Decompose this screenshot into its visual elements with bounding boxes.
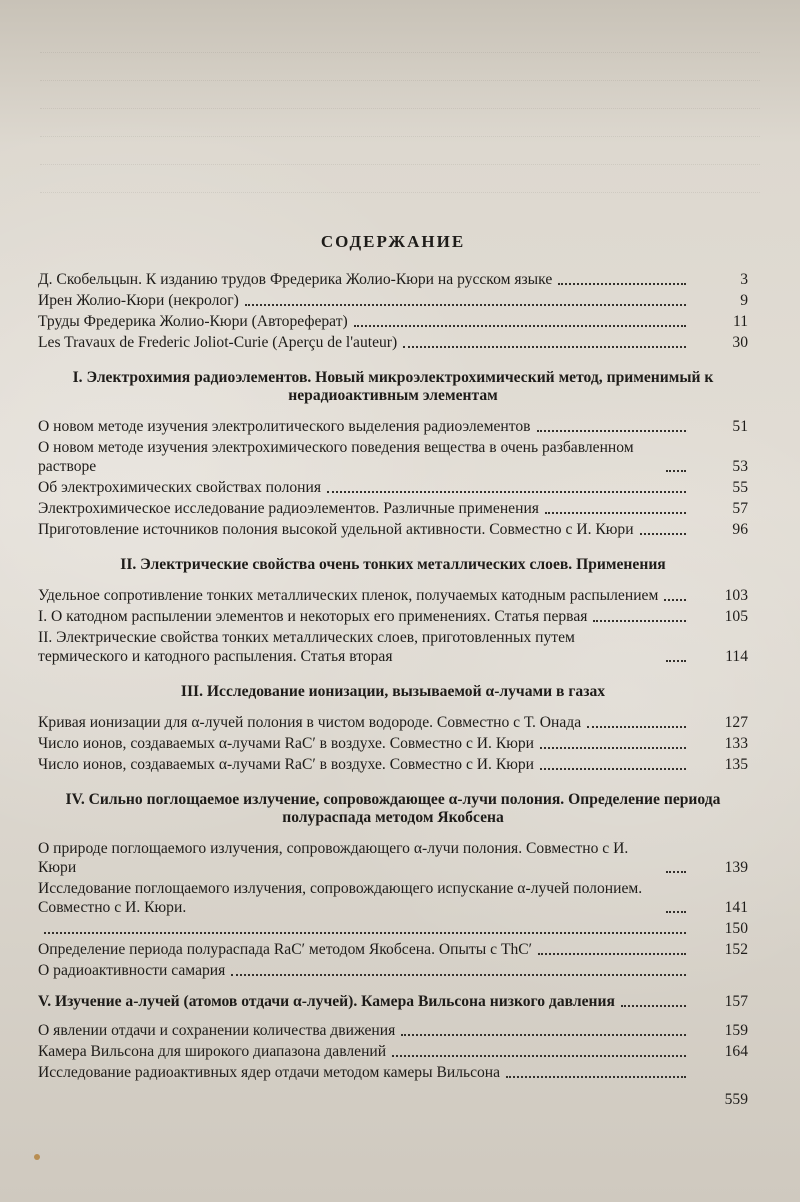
contents-entry	[38, 607, 748, 626]
dot-leader	[538, 953, 686, 955]
contents-entry	[38, 713, 748, 732]
footer-page-row	[38, 1090, 748, 1109]
entry-page: 127	[724, 714, 748, 731]
dot-leader	[231, 974, 686, 976]
ghost-text-line	[40, 150, 760, 165]
section-title-1: I. Электрохимия радиоэлементов. Новый микроэлектрохимический метод, применимый к нерадиоактивным элементам	[72, 369, 714, 404]
entry-title: Удельное сопротивление тонких металлических пленок, получаемых катодным распылением	[38, 587, 659, 604]
entry-title: Приготовление источников полония высокой удельной активности. Совместно с И. Кюри	[38, 521, 634, 538]
entry-title: О природе поглощаемого излучения, сопровождающего α-лучи полония. Совместно с И. Кюри	[38, 840, 633, 876]
contents-entry	[38, 1042, 748, 1061]
dot-leader	[666, 871, 686, 873]
entry-page: 152	[724, 941, 748, 958]
dot-leader	[44, 932, 686, 934]
section-title-2: II. Электрические свойства очень тонких металлических слоев. Применения	[120, 556, 666, 573]
entry-title: Исследование радиоактивных ядер отдачи методом камеры Вильсона	[38, 1064, 501, 1081]
entry-page: 9	[740, 292, 748, 309]
contents-entry	[38, 586, 748, 605]
dot-leader	[587, 726, 686, 728]
dot-leader	[666, 470, 686, 472]
entry-page: 103	[724, 587, 748, 604]
contents-heading: СОДЕРЖАНИЕ	[320, 232, 466, 251]
dot-leader	[401, 1034, 686, 1036]
entry-title: Электрохимическое исследование радиоэлементов. Различные применения	[38, 500, 539, 517]
entry-title: Труды Фредерика Жолио-Кюри (Автореферат)	[38, 313, 348, 330]
entry-page: 135	[724, 756, 748, 773]
entry-page: 105	[724, 608, 748, 625]
dot-leader	[666, 911, 686, 913]
section-5	[38, 1021, 748, 1082]
dot-leader	[540, 768, 686, 770]
entry-page: 139	[724, 859, 748, 876]
section-1	[38, 417, 748, 539]
entry-title: Об электрохимических свойствах полония	[38, 479, 322, 496]
dot-leader	[327, 491, 686, 493]
entry-title: О явлении отдачи и сохранении количества движения	[38, 1022, 396, 1039]
section-3	[38, 713, 748, 774]
contents-entry	[38, 520, 748, 539]
table-of-contents	[38, 232, 748, 1111]
section-title-5: V. Изучение a-лучей (атомов отдачи α-лучей). Камера Вильсона низкого давления	[38, 993, 615, 1010]
contents-entry	[38, 1021, 748, 1040]
dot-leader	[537, 430, 686, 432]
contents-entry	[38, 755, 748, 774]
entry-title: О радиоактивности самария	[38, 962, 226, 979]
entry-page: 114	[725, 648, 748, 665]
section-title-4: IV. Сильно поглощаемое излучение, сопровождающее α-лучи полония. Определение периода полураспада методом Якобсена	[65, 791, 721, 826]
entry-title: Les Travaux de Frederic Joliot-Curie (Aperçu de l'auteur)	[38, 334, 398, 351]
contents-entry	[38, 417, 748, 436]
front-matter-item	[38, 312, 748, 331]
entry-title: Д. Скобельцын. К изданию трудов Фредерика Жолио-Кюри на русском языке	[38, 271, 553, 288]
ghost-text-line	[40, 122, 760, 137]
entry-page: 30	[732, 334, 748, 351]
contents-entry	[38, 940, 748, 959]
dot-leader	[664, 599, 686, 601]
section-2	[38, 586, 748, 666]
dot-leader	[593, 620, 686, 622]
entry-page: 164	[724, 1043, 748, 1060]
dot-leader	[621, 1005, 686, 1007]
entry-title: II. Электрические свойства тонких металлических слоев, приготовленных путем термического и катодного распыления. Статья вторая	[38, 629, 579, 665]
entry-page: 53	[732, 458, 748, 475]
entry-title: Исследование поглощаемого излучения, сопровождающего испускание α-лучей полонием. Совместно с И. Кюри.	[38, 880, 647, 916]
dot-leader	[545, 512, 686, 514]
ghost-text-line	[40, 178, 760, 193]
entry-page: 141	[724, 899, 748, 916]
contents-entry	[38, 839, 748, 877]
contents-entry	[38, 879, 748, 917]
entry-page: 133	[724, 735, 748, 752]
dot-leader	[403, 346, 686, 348]
entry-title: Камера Вильсона для широкого диапазона давлений	[38, 1043, 387, 1060]
entry-title: Ирен Жолио-Кюри (некролог)	[38, 292, 239, 309]
contents-entry	[38, 1063, 748, 1082]
contents-entry	[38, 438, 748, 476]
entry-title: Число ионов, создаваемых α-лучами RaC′ в воздухе. Совместно с И. Кюри	[38, 735, 535, 752]
entry-page: 55	[732, 479, 748, 496]
entry-page: 11	[732, 313, 748, 330]
entry-page: 150	[724, 920, 748, 937]
ghost-text-line	[40, 38, 760, 53]
dot-leader	[506, 1076, 686, 1078]
dot-leader	[666, 660, 686, 662]
front-matter-item	[38, 270, 748, 289]
entry-title: Определение периода полураспада RaC′ методом Якобсена. Опыты с ThC′	[38, 941, 533, 958]
front-matter-item	[38, 291, 748, 310]
dot-leader	[540, 747, 686, 749]
entry-title: I. О катодном распылении элементов и некоторых его применениях. Статья первая	[38, 608, 588, 625]
front-matter-item	[38, 333, 748, 352]
front-matter	[38, 270, 748, 352]
dot-leader	[558, 283, 686, 285]
section-4	[38, 839, 748, 980]
entry-title: О новом методе изучения электрохимического поведения вещества в очень разбавленном растворе	[38, 439, 638, 475]
contents-entry	[38, 734, 748, 753]
dot-leader	[640, 533, 686, 535]
contents-entry	[38, 961, 748, 980]
entry-page: 3	[740, 271, 748, 288]
footer-page-number: 559	[724, 1091, 748, 1108]
entry-title: Число ионов, создаваемых α-лучами RaC′ в воздухе. Совместно с И. Кюри	[38, 756, 535, 773]
dot-leader	[354, 325, 686, 327]
section-page: 157	[724, 993, 748, 1010]
contents-entry	[38, 628, 748, 666]
ghost-text-line	[40, 94, 760, 109]
contents-entry	[38, 919, 748, 938]
section-title-row-5	[38, 992, 748, 1011]
section-title-3: III. Исследование ионизации, вызываемой α-лучами в газах	[180, 683, 606, 700]
dot-leader	[392, 1055, 686, 1057]
entry-title: О новом методе изучения электролитического выделения радиоэлементов	[38, 418, 531, 435]
contents-entry	[38, 478, 748, 497]
entry-page: 51	[732, 418, 748, 435]
entry-title: Кривая ионизации для α-лучей полония в чистом водороде. Совместно с Т. Онада	[38, 714, 582, 731]
entry-page: 57	[732, 500, 748, 517]
dot-leader	[245, 304, 686, 306]
entry-page: 159	[724, 1022, 748, 1039]
contents-entry	[38, 499, 748, 518]
entry-page: 96	[732, 521, 748, 538]
ink-spot	[34, 1154, 40, 1160]
ghost-text-line	[40, 66, 760, 81]
